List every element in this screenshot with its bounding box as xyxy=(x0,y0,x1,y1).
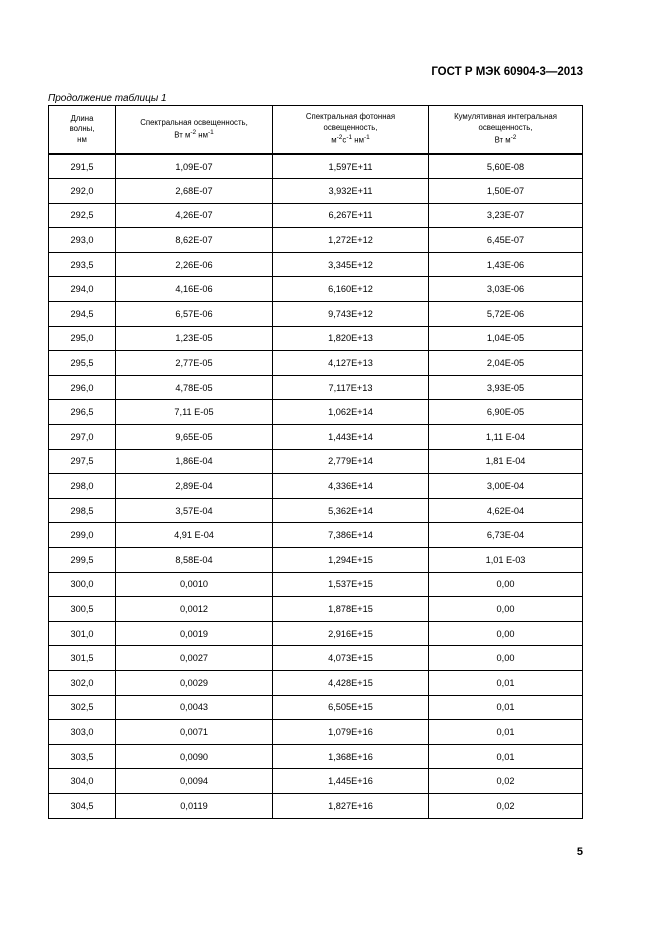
cell-photon-irradiance: 1,368E+16 xyxy=(273,744,429,769)
cell-spectral-irradiance: 4,78E-05 xyxy=(116,375,273,400)
table-row xyxy=(49,695,583,720)
cell-spectral-irradiance: 3,57E-04 xyxy=(116,498,273,523)
cell-cumulative-irradiance: 6,73E-04 xyxy=(429,523,583,548)
column-header-wavelength xyxy=(49,106,116,155)
cell-spectral-irradiance: 4,16E-06 xyxy=(116,277,273,302)
cell-spectral-irradiance: 2,89E-04 xyxy=(116,474,273,499)
cell-photon-irradiance: 7,117E+13 xyxy=(273,375,429,400)
table-row xyxy=(49,474,583,499)
cell-cumulative-irradiance: 4,62E-04 xyxy=(429,498,583,523)
page-number: 5 xyxy=(576,846,583,858)
cell-spectral-irradiance: 0,0012 xyxy=(116,597,273,622)
cell-photon-irradiance: 5,362E+14 xyxy=(273,498,429,523)
table-row xyxy=(49,400,583,425)
cell-spectral-irradiance: 7,11 E-05 xyxy=(116,400,273,425)
column-header-spectral-irradiance-unit-a: Вт м xyxy=(174,130,191,140)
cell-cumulative-irradiance: 0,01 xyxy=(429,744,583,769)
cell-cumulative-irradiance: 0,01 xyxy=(429,670,583,695)
column-header-cumulative-irradiance xyxy=(429,106,583,155)
column-header-photon-irradiance xyxy=(273,106,429,155)
table-row xyxy=(49,449,583,474)
table-row xyxy=(49,548,583,573)
column-header-cumulative-irradiance-line2: освещенность, xyxy=(478,122,533,132)
cell-photon-irradiance: 1,827E+16 xyxy=(273,793,429,818)
cell-cumulative-irradiance: 0,02 xyxy=(429,769,583,794)
cell-wavelength: 303,0 xyxy=(49,720,116,745)
cell-wavelength: 297,0 xyxy=(49,425,116,450)
column-header-photon-irradiance-line2: освещенность, xyxy=(323,122,378,132)
table-row xyxy=(49,326,583,351)
cell-cumulative-irradiance: 3,03E-06 xyxy=(429,277,583,302)
cell-photon-irradiance: 1,597E+11 xyxy=(273,154,429,179)
table-row xyxy=(49,646,583,671)
cell-wavelength: 292,0 xyxy=(49,179,116,204)
table-row xyxy=(49,744,583,769)
table-row xyxy=(49,179,583,204)
cell-spectral-irradiance: 1,86E-04 xyxy=(116,449,273,474)
cell-wavelength: 295,0 xyxy=(49,326,116,351)
column-header-photon-irradiance-unit-c: нм xyxy=(352,136,364,146)
cell-wavelength: 293,0 xyxy=(49,228,116,253)
cell-cumulative-irradiance: 0,00 xyxy=(429,646,583,671)
cell-photon-irradiance: 1,443E+14 xyxy=(273,425,429,450)
cell-spectral-irradiance: 1,09E-07 xyxy=(116,154,273,179)
cell-wavelength: 294,5 xyxy=(49,302,116,327)
cell-spectral-irradiance: 1,23E-05 xyxy=(116,326,273,351)
cell-photon-irradiance: 1,537E+15 xyxy=(273,572,429,597)
table-caption: Продолжение таблицы 1 xyxy=(48,93,167,104)
table-header-row xyxy=(49,106,583,155)
cell-spectral-irradiance: 0,0027 xyxy=(116,646,273,671)
cell-photon-irradiance: 1,079E+16 xyxy=(273,720,429,745)
cell-photon-irradiance: 7,386E+14 xyxy=(273,523,429,548)
unit-exponent: -2 xyxy=(190,129,197,137)
column-header-spectral-irradiance-line1: Спектральная освещенность, xyxy=(140,117,248,127)
cell-cumulative-irradiance: 3,93E-05 xyxy=(429,375,583,400)
column-header-wavelength-line2: волны, xyxy=(69,124,95,134)
cell-cumulative-irradiance: 1,81 E-04 xyxy=(429,449,583,474)
cell-cumulative-irradiance: 2,04E-05 xyxy=(429,351,583,376)
table-row xyxy=(49,572,583,597)
column-header-wavelength-line1: Длина xyxy=(70,113,94,123)
cell-photon-irradiance: 6,505E+15 xyxy=(273,695,429,720)
cell-spectral-irradiance: 9,65E-05 xyxy=(116,425,273,450)
table-row xyxy=(49,597,583,622)
cell-cumulative-irradiance: 0,00 xyxy=(429,621,583,646)
cell-wavelength: 291,5 xyxy=(49,154,116,179)
cell-cumulative-irradiance: 0,00 xyxy=(429,597,583,622)
unit-exponent: -1 xyxy=(363,134,370,142)
cell-photon-irradiance: 6,160E+12 xyxy=(273,277,429,302)
cell-cumulative-irradiance: 1,11 E-04 xyxy=(429,425,583,450)
cell-wavelength: 298,5 xyxy=(49,498,116,523)
cell-spectral-irradiance: 2,77E-05 xyxy=(116,351,273,376)
cell-wavelength: 304,5 xyxy=(49,793,116,818)
cell-wavelength: 301,5 xyxy=(49,646,116,671)
document-code: ГОСТ Р МЭК 60904-3—2013 xyxy=(431,66,583,78)
cell-photon-irradiance: 1,820E+13 xyxy=(273,326,429,351)
data-table xyxy=(48,105,583,819)
cell-photon-irradiance: 1,062E+14 xyxy=(273,400,429,425)
cell-spectral-irradiance: 6,57E-06 xyxy=(116,302,273,327)
cell-photon-irradiance: 3,345E+12 xyxy=(273,252,429,277)
unit-exponent: -2 xyxy=(336,134,343,142)
cell-wavelength: 301,0 xyxy=(49,621,116,646)
cell-photon-irradiance: 3,932E+11 xyxy=(273,179,429,204)
cell-cumulative-irradiance: 0,01 xyxy=(429,720,583,745)
cell-photon-irradiance: 6,267E+11 xyxy=(273,203,429,228)
cell-photon-irradiance: 4,073E+15 xyxy=(273,646,429,671)
column-header-spectral-irradiance xyxy=(116,106,273,155)
cell-spectral-irradiance: 8,58E-04 xyxy=(116,548,273,573)
table-row xyxy=(49,621,583,646)
cell-photon-irradiance: 1,878E+15 xyxy=(273,597,429,622)
table-row xyxy=(49,154,583,179)
cell-cumulative-irradiance: 6,45E-07 xyxy=(429,228,583,253)
table-row xyxy=(49,793,583,818)
cell-cumulative-irradiance: 5,60E-08 xyxy=(429,154,583,179)
cell-wavelength: 296,0 xyxy=(49,375,116,400)
cell-cumulative-irradiance: 5,72E-06 xyxy=(429,302,583,327)
cell-spectral-irradiance: 8,62E-07 xyxy=(116,228,273,253)
unit-exponent: -1 xyxy=(346,134,353,142)
cell-spectral-irradiance: 2,68E-07 xyxy=(116,179,273,204)
table-row xyxy=(49,203,583,228)
cell-cumulative-irradiance: 1,04E-05 xyxy=(429,326,583,351)
table-row xyxy=(49,252,583,277)
cell-wavelength: 302,0 xyxy=(49,670,116,695)
cell-cumulative-irradiance: 0,00 xyxy=(429,572,583,597)
table-row xyxy=(49,375,583,400)
cell-wavelength: 297,5 xyxy=(49,449,116,474)
cell-photon-irradiance: 9,743E+12 xyxy=(273,302,429,327)
cell-wavelength: 292,5 xyxy=(49,203,116,228)
cell-wavelength: 304,0 xyxy=(49,769,116,794)
table-row xyxy=(49,523,583,548)
unit-exponent: -2 xyxy=(510,134,517,142)
table-row xyxy=(49,720,583,745)
cell-wavelength: 302,5 xyxy=(49,695,116,720)
cell-spectral-irradiance: 0,0010 xyxy=(116,572,273,597)
table-body xyxy=(49,154,583,818)
cell-cumulative-irradiance: 0,01 xyxy=(429,695,583,720)
cell-photon-irradiance: 4,336E+14 xyxy=(273,474,429,499)
cell-spectral-irradiance: 0,0071 xyxy=(116,720,273,745)
cell-cumulative-irradiance: 1,01 E-03 xyxy=(429,548,583,573)
cell-spectral-irradiance: 0,0029 xyxy=(116,670,273,695)
cell-cumulative-irradiance: 3,00E-04 xyxy=(429,474,583,499)
cell-photon-irradiance: 1,294E+15 xyxy=(273,548,429,573)
cell-spectral-irradiance: 4,26E-07 xyxy=(116,203,273,228)
cell-photon-irradiance: 1,445E+16 xyxy=(273,769,429,794)
cell-cumulative-irradiance: 1,50E-07 xyxy=(429,179,583,204)
cell-spectral-irradiance: 0,0090 xyxy=(116,744,273,769)
cell-wavelength: 300,0 xyxy=(49,572,116,597)
column-header-wavelength-unit: нм xyxy=(77,134,87,144)
cell-wavelength: 299,0 xyxy=(49,523,116,548)
column-header-cumulative-irradiance-line1: Кумулятивная интегральная xyxy=(454,112,557,122)
cell-photon-irradiance: 2,916E+15 xyxy=(273,621,429,646)
column-header-spectral-irradiance-unit-b: нм xyxy=(196,130,208,140)
table-row xyxy=(49,769,583,794)
table-row xyxy=(49,228,583,253)
cell-wavelength: 300,5 xyxy=(49,597,116,622)
table-row xyxy=(49,425,583,450)
cell-wavelength: 303,5 xyxy=(49,744,116,769)
cell-cumulative-irradiance: 1,43E-06 xyxy=(429,252,583,277)
cell-cumulative-irradiance: 3,23E-07 xyxy=(429,203,583,228)
cell-spectral-irradiance: 4,91 E-04 xyxy=(116,523,273,548)
table-row xyxy=(49,277,583,302)
column-header-photon-irradiance-line1: Спектральная фотонная xyxy=(305,112,396,122)
cell-spectral-irradiance: 0,0043 xyxy=(116,695,273,720)
cell-spectral-irradiance: 2,26E-06 xyxy=(116,252,273,277)
table-row xyxy=(49,351,583,376)
cell-spectral-irradiance: 0,0094 xyxy=(116,769,273,794)
cell-photon-irradiance: 1,272E+12 xyxy=(273,228,429,253)
table-row xyxy=(49,302,583,327)
cell-photon-irradiance: 4,127E+13 xyxy=(273,351,429,376)
cell-photon-irradiance: 2,779E+14 xyxy=(273,449,429,474)
cell-spectral-irradiance: 0,0119 xyxy=(116,793,273,818)
unit-exponent: -1 xyxy=(207,129,214,137)
cell-wavelength: 295,5 xyxy=(49,351,116,376)
column-header-cumulative-irradiance-unit: Вт м xyxy=(494,136,511,146)
cell-photon-irradiance: 4,428E+15 xyxy=(273,670,429,695)
cell-wavelength: 293,5 xyxy=(49,252,116,277)
table-row xyxy=(49,670,583,695)
column-header-photon-irradiance-unit-b: с xyxy=(342,136,347,146)
cell-spectral-irradiance: 0,0019 xyxy=(116,621,273,646)
cell-wavelength: 298,0 xyxy=(49,474,116,499)
cell-cumulative-irradiance: 6,90E-05 xyxy=(429,400,583,425)
cell-wavelength: 299,5 xyxy=(49,548,116,573)
table-row xyxy=(49,498,583,523)
cell-cumulative-irradiance: 0,02 xyxy=(429,793,583,818)
cell-wavelength: 296,5 xyxy=(49,400,116,425)
cell-wavelength: 294,0 xyxy=(49,277,116,302)
column-header-photon-irradiance-unit-a: м xyxy=(331,136,337,146)
